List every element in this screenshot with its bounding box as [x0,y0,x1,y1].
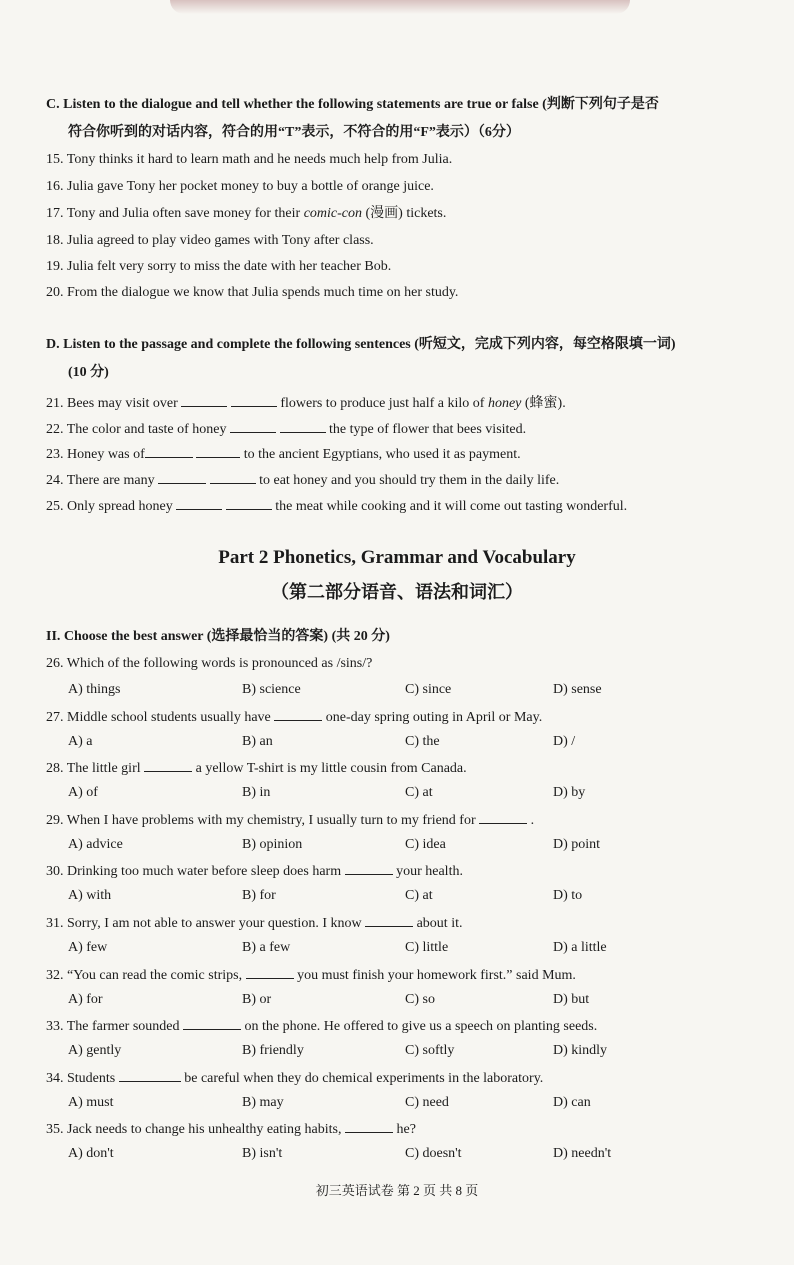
option-a[interactable]: A) gently [68,1043,122,1058]
statement-17 [46,205,446,223]
option-d[interactable]: D) kindly [553,1043,608,1058]
q23-pre: 23. Honey was of [46,447,145,462]
answer-blank[interactable] [246,965,294,979]
question-stem-tail: one-day spring outing in April or May. [325,710,543,725]
option-d[interactable]: D) needn't [553,1146,612,1161]
statement-19: 19. Julia felt very sorry to miss the date with her teacher Bob. [46,259,392,274]
option-b[interactable]: B) in [242,785,271,800]
question-35 [46,1119,416,1139]
question-stem-tail: he? [396,1122,416,1137]
question-stem-tail: . [530,813,535,828]
q24-pre: 24. There are many [46,473,155,488]
question-21 [46,393,566,413]
option-b[interactable]: B) for [242,888,276,903]
answer-blank[interactable] [145,444,193,458]
question-stem: 27. Middle school students usually have [46,710,271,725]
option-d[interactable]: D) to [553,888,583,903]
option-d[interactable]: D) point [553,837,601,852]
option-a[interactable]: A) advice [68,837,123,852]
answer-blank[interactable] [119,1068,181,1082]
statement-20: 20. From the dialogue we know that Julia spends much time on her study. [46,285,459,300]
option-c[interactable]: C) at [405,785,433,800]
section-c-heading-cn: 符合你听到的对话内容，符合的用“T”表示，不符合的用“F”表示）（6分） [68,125,520,140]
question-23 [46,444,521,464]
option-a[interactable]: A) few [68,940,108,955]
answer-blank[interactable] [226,496,272,510]
option-a[interactable]: A) don't [68,1146,114,1161]
question-32 [46,965,576,985]
q21-post: flowers to produce just half a kilo of [280,396,488,411]
answer-blank[interactable] [231,393,277,407]
option-c[interactable]: C) little [405,940,449,955]
option-a[interactable]: A) for [68,992,103,1007]
question-33 [46,1016,597,1036]
option-b[interactable]: B) a few [242,940,291,955]
question-stem-tail: be careful when they do chemical experiments in the laboratory. [184,1071,544,1086]
answer-blank[interactable] [230,419,276,433]
option-d[interactable]: D) sense [553,682,602,697]
section-c-heading: C. Listen to the dialogue and tell whether the following statements are true or false (判断下列句子是否 [46,97,659,112]
option-b[interactable]: B) isn't [242,1146,283,1161]
question-stem: 31. Sorry, I am not able to answer your question. I know [46,916,362,931]
option-b[interactable]: B) science [242,682,301,697]
part2-subtitle: （第二部分语音、语法和词汇） [271,582,523,602]
question-stem-tail: about it. [416,916,463,931]
q21-pre: 21. Bees may visit over [46,396,178,411]
option-a[interactable]: A) things [68,682,121,697]
question-stem: 32. “You can read the comic strips, [46,968,243,983]
q25-post: the meat while cooking and it will come out tasting wonderful. [275,499,628,514]
question-34 [46,1068,543,1088]
statement-17-text: 17. Tony and Julia often save money for their [46,206,304,221]
option-d[interactable]: D) / [553,734,576,749]
question-29 [46,810,534,830]
answer-blank[interactable] [479,810,527,824]
option-b[interactable]: B) friendly [242,1043,304,1058]
option-d[interactable]: D) a little [553,940,607,955]
answer-blank[interactable] [158,470,206,484]
section-d-heading: D. Listen to the passage and complete the following sentences (听短文，完成下列内容，每空格限填一词) [46,337,676,352]
option-d[interactable]: D) but [553,992,590,1007]
answer-blank[interactable] [183,1016,241,1030]
option-c[interactable]: C) the [405,734,440,749]
option-b[interactable]: B) or [242,992,272,1007]
option-a[interactable]: A) a [68,734,93,749]
option-b[interactable]: B) an [242,734,273,749]
statement-16: 16. Julia gave Tony her pocket money to buy a bottle of orange juice. [46,179,434,194]
q24-post: to eat honey and you should try them in the daily life. [259,473,560,488]
question-31 [46,913,462,933]
question-stem: 30. Drinking too much water before sleep does harm [46,864,342,879]
option-a[interactable]: A) with [68,888,112,903]
option-d[interactable]: D) by [553,785,586,800]
q23-post: to the ancient Egyptians, who used it as payment. [243,447,521,462]
answer-blank[interactable] [210,470,256,484]
option-c[interactable]: C) so [405,992,435,1007]
question-stem: 35. Jack needs to change his unhealthy eating habits, [46,1122,342,1137]
question-stem-tail: you must finish your homework first.” said Mum. [297,968,576,983]
question-stem-tail: on the phone. He offered to give us a speech on planting seeds. [244,1019,598,1034]
answer-blank[interactable] [345,861,393,875]
option-b[interactable]: B) may [242,1095,284,1110]
answer-blank[interactable] [365,913,413,927]
question-stem: 28. The little girl [46,761,141,776]
question-22 [46,419,526,439]
question-30 [46,861,463,881]
question-stem: 34. Students [46,1071,116,1086]
part2-title: Part 2 Phonetics, Grammar and Vocabulary [218,547,576,568]
question-26 [46,655,372,673]
option-a[interactable]: A) must [68,1095,114,1110]
question-stem: 29. When I have problems with my chemistry, I usually turn to my friend for [46,813,476,828]
option-c[interactable]: C) at [405,888,433,903]
question-28 [46,758,467,778]
option-d[interactable]: D) can [553,1095,591,1110]
question-stem: 33. The farmer sounded [46,1019,180,1034]
option-c[interactable]: C) since [405,682,452,697]
answer-blank[interactable] [280,419,326,433]
answer-blank[interactable] [274,707,322,721]
section-d-points: (10 分) [68,365,109,380]
option-c[interactable]: C) doesn't [405,1146,462,1161]
statement-17-tail: (漫画) tickets. [362,206,447,221]
statement-15: 15. Tony thinks it hard to learn math and he needs much help from Julia. [46,152,453,167]
q21-end: (蜂蜜). [521,396,566,411]
option-a[interactable]: A) of [68,785,98,800]
q22-post: the type of flower that bees visited. [329,422,527,437]
statement-17-italic: comic-con [303,206,363,221]
q22-pre: 22. The color and taste of honey [46,422,227,437]
question-24 [46,470,559,490]
question-25 [46,496,627,516]
option-b[interactable]: B) opinion [242,837,303,852]
page-footer: 初三英语试卷 第 2 页 共 8 页 [315,1183,479,1198]
answer-blank[interactable] [345,1119,393,1133]
question-27 [46,707,542,727]
question-stem-tail: a yellow T-shirt is my little cousin from Canada. [195,761,467,776]
answer-blank[interactable] [196,444,240,458]
option-c[interactable]: C) softly [405,1043,455,1058]
answer-blank[interactable] [144,758,192,772]
option-c[interactable]: C) need [405,1095,449,1110]
statement-18: 18. Julia agreed to play video games with Tony after class. [46,233,374,248]
question-stem: 26. Which of the following words is pronounced as /sins/? [46,656,373,671]
answer-blank[interactable] [181,393,227,407]
answer-blank[interactable] [176,496,222,510]
option-c[interactable]: C) idea [405,837,446,852]
question-stem-tail: your health. [396,864,463,879]
q25-pre: 25. Only spread honey [46,499,173,514]
section-ii-heading: II. Choose the best answer (选择最恰当的答案) (共 20 分) [46,629,390,644]
q21-italic: honey [487,396,522,411]
